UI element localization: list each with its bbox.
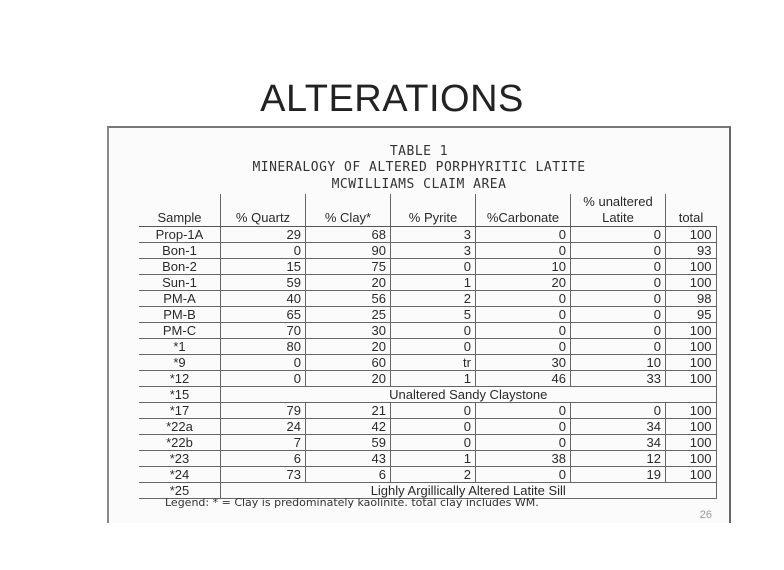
cell-sample: Bon-1: [139, 243, 221, 259]
cell-sample: *23: [139, 451, 221, 467]
header-total: total: [666, 194, 717, 227]
table-row: [139, 403, 716, 419]
cell-unaltered-latite: 0: [571, 227, 666, 243]
header-pyrite: % Pyrite: [391, 194, 476, 227]
table-caption-title: MINERALOGY OF ALTERED PORPHYRITIC LATITE: [252, 160, 586, 175]
table-caption-number: TABLE 1: [389, 144, 449, 159]
cell-sample: *9: [139, 355, 221, 371]
header-quartz: % Quartz: [221, 194, 306, 227]
cell-total: 100: [666, 467, 717, 483]
cell-note: Lighly Argillically Altered Latite Sill: [221, 483, 717, 499]
cell-unaltered-latite: 0: [571, 323, 666, 339]
cell-total: 98: [666, 291, 717, 307]
cell-quartz: 29: [221, 227, 306, 243]
cell-pyrite: 0: [391, 339, 476, 355]
cell-clay: 68: [306, 227, 391, 243]
header-carbonate: %Carbonate: [476, 194, 571, 227]
cell-pyrite: 3: [391, 227, 476, 243]
cell-carbonate: 10: [476, 259, 571, 275]
cell-quartz: 73: [221, 467, 306, 483]
cell-sample: Prop-1A: [139, 227, 221, 243]
cell-total: 100: [666, 371, 717, 387]
cell-carbonate: 0: [476, 435, 571, 451]
table-row: [139, 291, 716, 307]
cell-carbonate: 0: [476, 339, 571, 355]
cell-quartz: 40: [221, 291, 306, 307]
cell-sample: Bon-2: [139, 259, 221, 275]
cell-pyrite: 1: [391, 371, 476, 387]
scanned-table-image: [107, 126, 731, 523]
cell-clay: 60: [306, 355, 391, 371]
table-row: [139, 259, 716, 275]
cell-total: 100: [666, 323, 717, 339]
cell-carbonate: 0: [476, 307, 571, 323]
cell-total: 100: [666, 403, 717, 419]
cell-total: 100: [666, 419, 717, 435]
cell-pyrite: 0: [391, 403, 476, 419]
cell-quartz: 79: [221, 403, 306, 419]
cell-clay: 21: [306, 403, 391, 419]
cell-unaltered-latite: 0: [571, 339, 666, 355]
cell-sample: Sun-1: [139, 275, 221, 291]
cell-unaltered-latite: 10: [571, 355, 666, 371]
cell-unaltered-latite: 33: [571, 371, 666, 387]
table-row: [139, 275, 716, 291]
mineralogy-table: [139, 194, 717, 499]
cell-clay: 59: [306, 435, 391, 451]
cell-note: Unaltered Sandy Claystone: [221, 387, 717, 403]
cell-total: 93: [666, 243, 717, 259]
cell-clay: 90: [306, 243, 391, 259]
table-row: [139, 307, 716, 323]
table-row: [139, 243, 716, 259]
cell-clay: 20: [306, 275, 391, 291]
table-caption-area: MCWILLIAMS CLAIM AREA: [331, 177, 507, 192]
page-number: 26: [699, 509, 712, 521]
cell-quartz: 24: [221, 419, 306, 435]
cell-clay: 30: [306, 323, 391, 339]
cell-quartz: 70: [221, 323, 306, 339]
cell-unaltered-latite: 0: [571, 307, 666, 323]
cell-clay: 20: [306, 339, 391, 355]
cell-pyrite: 0: [391, 259, 476, 275]
cell-clay: 20: [306, 371, 391, 387]
cell-pyrite: 2: [391, 291, 476, 307]
cell-clay: 56: [306, 291, 391, 307]
cell-total: 100: [666, 339, 717, 355]
cell-total: 100: [666, 227, 717, 243]
cell-pyrite: 3: [391, 243, 476, 259]
cell-sample: *17: [139, 403, 221, 419]
table-header-row: [139, 194, 716, 227]
table-row: [139, 227, 716, 243]
cell-carbonate: 0: [476, 419, 571, 435]
cell-carbonate: 20: [476, 275, 571, 291]
cell-unaltered-latite: 0: [571, 259, 666, 275]
cell-sample: *15: [139, 387, 221, 403]
cell-total: 95: [666, 307, 717, 323]
cell-total: 100: [666, 435, 717, 451]
cell-quartz: 0: [221, 355, 306, 371]
table-row: [139, 339, 716, 355]
cell-pyrite: 0: [391, 435, 476, 451]
cell-carbonate: 38: [476, 451, 571, 467]
cell-quartz: 65: [221, 307, 306, 323]
cell-pyrite: tr: [391, 355, 476, 371]
cell-carbonate: 0: [476, 243, 571, 259]
cell-pyrite: 0: [391, 419, 476, 435]
cell-unaltered-latite: 0: [571, 291, 666, 307]
table-row: [139, 371, 716, 387]
cell-clay: 25: [306, 307, 391, 323]
table-row: [139, 451, 716, 467]
cell-pyrite: 0: [391, 323, 476, 339]
header-clay: % Clay*: [306, 194, 391, 227]
cell-quartz: 7: [221, 435, 306, 451]
cell-clay: 6: [306, 467, 391, 483]
cell-unaltered-latite: 0: [571, 243, 666, 259]
table-row: [139, 323, 716, 339]
cell-unaltered-latite: 0: [571, 275, 666, 291]
table-row: [139, 355, 716, 371]
table-row-note: [139, 387, 716, 403]
cell-carbonate: 0: [476, 403, 571, 419]
cell-pyrite: 1: [391, 275, 476, 291]
cell-quartz: 59: [221, 275, 306, 291]
cell-sample: *25: [139, 483, 221, 499]
cell-quartz: 0: [221, 371, 306, 387]
cell-clay: 75: [306, 259, 391, 275]
cell-unaltered-latite: 0: [571, 403, 666, 419]
cell-total: 100: [666, 355, 717, 371]
cell-carbonate: 30: [476, 355, 571, 371]
cell-total: 100: [666, 275, 717, 291]
cell-clay: 43: [306, 451, 391, 467]
cell-unaltered-latite: 12: [571, 451, 666, 467]
cell-carbonate: 0: [476, 467, 571, 483]
cell-total: 100: [666, 451, 717, 467]
cell-unaltered-latite: 34: [571, 435, 666, 451]
cell-carbonate: 0: [476, 323, 571, 339]
cell-pyrite: 2: [391, 467, 476, 483]
cell-clay: 42: [306, 419, 391, 435]
cell-pyrite: 1: [391, 451, 476, 467]
cell-sample: PM-C: [139, 323, 221, 339]
table-row: [139, 435, 716, 451]
cell-total: 100: [666, 259, 717, 275]
cell-sample: *22b: [139, 435, 221, 451]
header-unaltered-latite: % unaltered Latite: [571, 194, 666, 227]
cell-quartz: 6: [221, 451, 306, 467]
slide-title: ALTERATIONS: [260, 78, 524, 120]
cell-sample: *12: [139, 371, 221, 387]
cell-pyrite: 5: [391, 307, 476, 323]
cell-unaltered-latite: 34: [571, 419, 666, 435]
cell-sample: PM-A: [139, 291, 221, 307]
cell-sample: PM-B: [139, 307, 221, 323]
cell-sample: *22a: [139, 419, 221, 435]
cell-quartz: 15: [221, 259, 306, 275]
cell-quartz: 80: [221, 339, 306, 355]
cell-quartz: 0: [221, 243, 306, 259]
cell-carbonate: 46: [476, 371, 571, 387]
table-legend: Legend: * = Clay is predominately kaolinite. total clay includes WM.: [165, 496, 539, 509]
table-row: [139, 467, 716, 483]
header-sample: Sample: [139, 194, 221, 227]
table-row: [139, 419, 716, 435]
cell-sample: *1: [139, 339, 221, 355]
cell-sample: *24: [139, 467, 221, 483]
cell-unaltered-latite: 19: [571, 467, 666, 483]
cell-carbonate: 0: [476, 291, 571, 307]
cell-carbonate: 0: [476, 227, 571, 243]
